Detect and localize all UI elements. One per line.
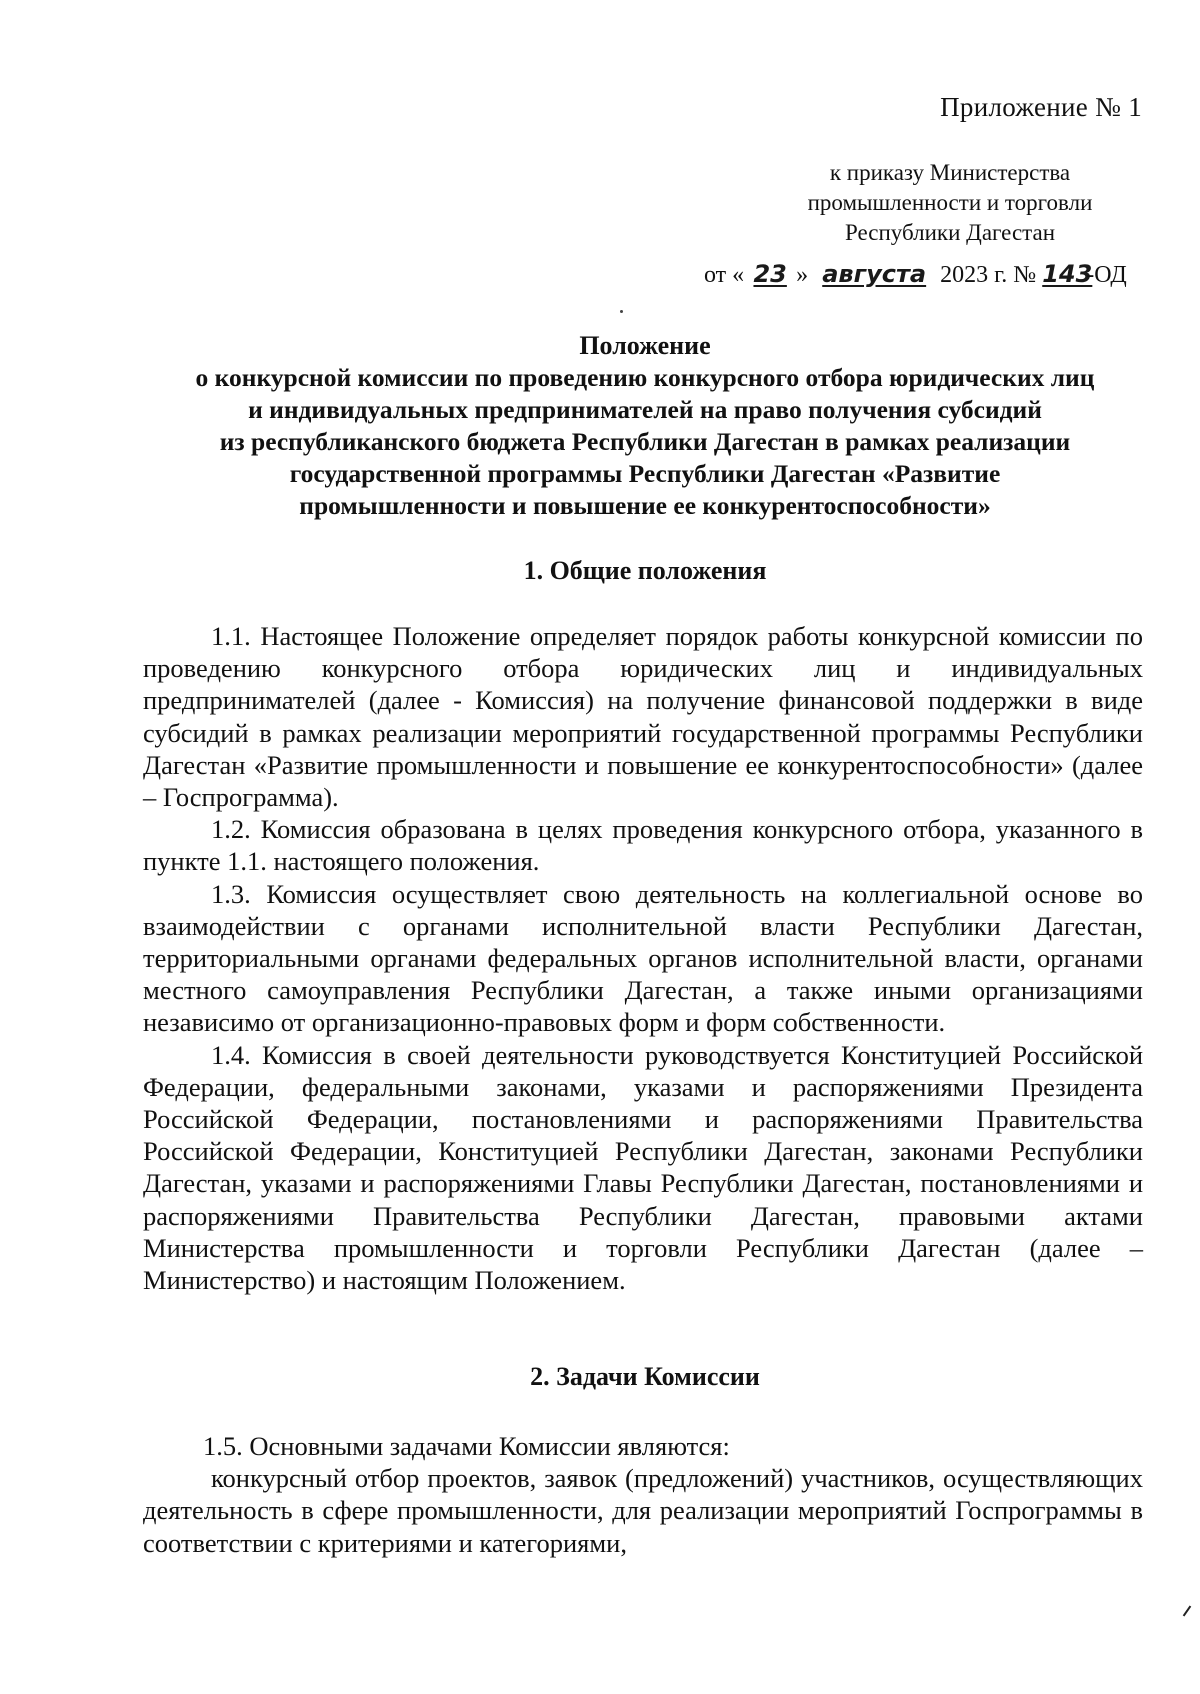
scan-speck bbox=[620, 310, 623, 313]
title-line: промышленности и повышение ее конкурентоспособности» bbox=[299, 491, 991, 520]
title-line: и индивидуальных предпринимателей на право получения субсидий bbox=[248, 395, 1042, 424]
section-2-heading: 2. Задачи Комиссии bbox=[530, 1362, 760, 1391]
title-main: Положение bbox=[579, 331, 711, 360]
date-year: 2023 г. № bbox=[934, 262, 1043, 288]
annex-reference-line: промышленности и торговли bbox=[807, 190, 1093, 215]
paragraph: 1.4. Комиссия в своей деятельности руководствуется Конституцией Российской Федерации, федеральными законами, указами и распоряжениями Президента Российской Федерации, постановлениями и распоряжениями Правительства Российской Федерации, Конституцией Республики Дагестан, законами Республики Дагестан, указами и распоряжениями Главы Республики Дагестан, постановлениями и распоряжениями Правительства Республики Дагестан, правовыми актами Министерства промышленности и торговли Республики Дагестан (далее – Министерство) и настоящим Положением. bbox=[143, 1039, 1143, 1296]
date-mid: » bbox=[796, 262, 815, 288]
handwritten-order-number: 143 bbox=[1042, 260, 1093, 288]
order-date-line bbox=[704, 260, 1127, 289]
title-line: из республиканского бюджета Республики Дагестан в рамках реализации bbox=[219, 427, 1071, 456]
paragraph: конкурсный отбор проектов, заявок (предложений) участников, осуществляющих деятельность в сфере промышленности, для реализации мероприятий Госпрограммы в соответствии с критериями и категориями, bbox=[143, 1463, 1143, 1558]
paragraph: 1.1. Настоящее Положение определяет порядок работы конкурсной комиссии по проведению конкурсного отбора юридических лиц и индивидуальных предпринимателей (далее - Комиссия) на получение финансовой поддержки в виде субсидий в рамках реализации мероприятий государственной программы Республики Дагестан «Развитие промышленности и повышение ее конкурентоспособности» (далее – Госпрограмма). bbox=[143, 621, 1143, 813]
section-1-heading: 1. Общие положения bbox=[523, 556, 767, 585]
annex-reference bbox=[760, 158, 1140, 248]
section-1-body bbox=[143, 620, 1143, 1296]
annex-reference-line: к приказу Министерства bbox=[829, 160, 1071, 185]
title-line: государственной программы Республики Дагестан «Развитие bbox=[289, 459, 1001, 488]
paragraph: 1.3. Комиссия осуществляет свою деятельность на коллегиальной основе во взаимодействии с органами исполнительной власти Республики Дагестан, территориальными органами федеральных органов исполнительной власти, органами местного самоуправления Республики Дагестан, а также иными организациями независимо от организационно-правовых форм и форм собственности. bbox=[143, 878, 1143, 1038]
annex-number: Приложение № 1 bbox=[940, 92, 1142, 122]
document-title bbox=[90, 330, 1200, 522]
date-prefix: от « bbox=[704, 262, 745, 288]
handwritten-day: 23 bbox=[753, 260, 787, 288]
order-suffix: -ОД bbox=[1086, 262, 1127, 288]
paragraph: 1.2. Комиссия образована в целях проведения конкурсного отбора, указанного в пункте 1.1. настоящего положения. bbox=[143, 814, 1143, 877]
title-line: о конкурсной комиссии по проведению конкурсного отбора юридических лиц bbox=[195, 363, 1095, 392]
paragraph: 1.5. Основными задачами Комиссии являются: bbox=[203, 1431, 730, 1461]
section-2-body bbox=[143, 1430, 1143, 1559]
scan-mark bbox=[1183, 1606, 1192, 1617]
annex-reference-line: Республики Дагестан bbox=[845, 220, 1055, 245]
handwritten-month: августа bbox=[822, 260, 927, 288]
